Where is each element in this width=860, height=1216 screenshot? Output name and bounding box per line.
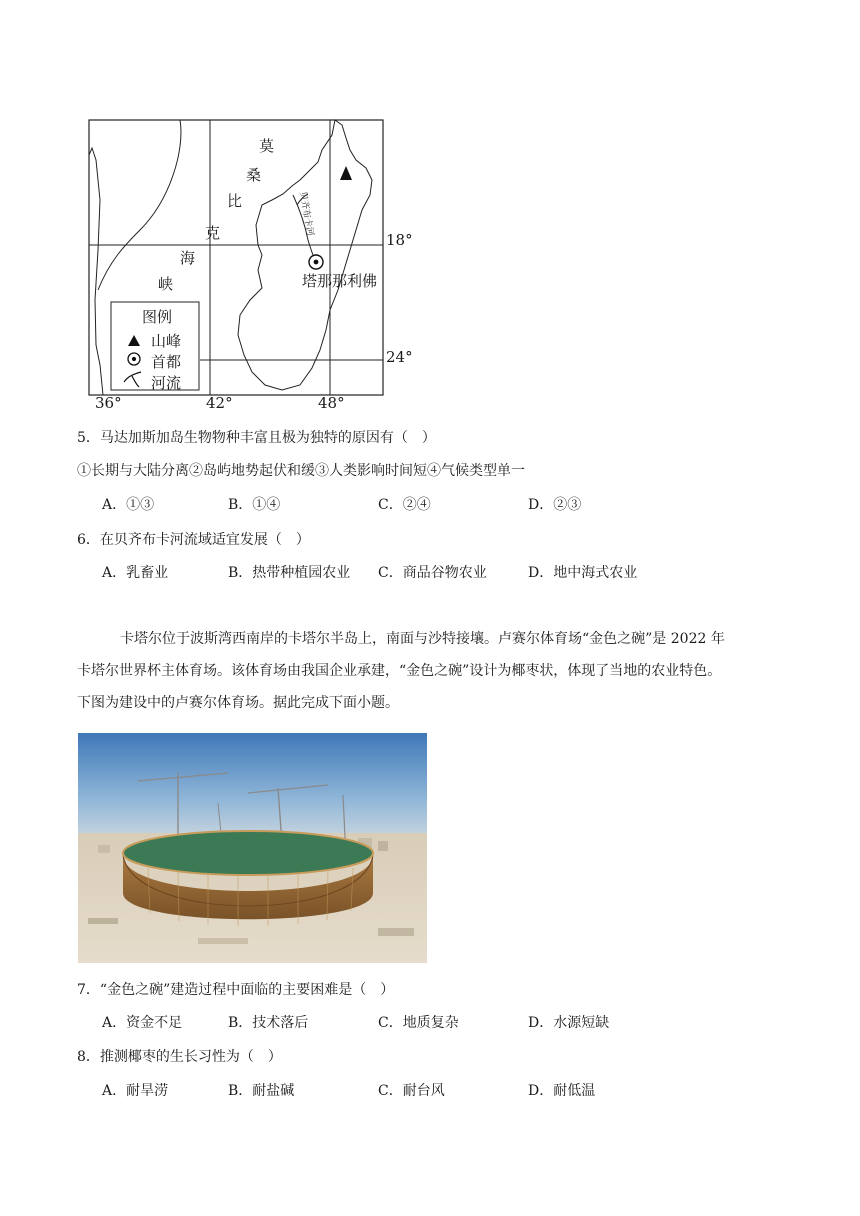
lat-label-18: 18°	[386, 231, 413, 249]
label-channel-1: 克	[205, 224, 221, 242]
label-channel-3: 峡	[158, 275, 174, 293]
lon-label-36: 36°	[95, 394, 122, 412]
question-5: 5．马达加斯加岛生物物种丰富且极为独特的原因有（ ）	[77, 430, 436, 446]
map-svg	[70, 110, 430, 410]
q5-option-a[interactable]: A．①③	[102, 497, 155, 513]
q7-option-c[interactable]: C．地质复杂	[378, 1015, 459, 1031]
river-label: 贝齐布卡河	[297, 190, 315, 237]
question-7: 7．“金色之碗”建造过程中面临的主要困难是（ ）	[77, 982, 395, 998]
lat-label-24: 24°	[386, 348, 413, 366]
q8-option-c[interactable]: C．耐台风	[378, 1083, 445, 1099]
legend-label-capital: 首都	[151, 353, 182, 371]
q5-option-d[interactable]: D．②③	[528, 497, 582, 513]
passage-line-2: 卡塔尔世界杯主体育场。该体育场由我国企业承建，“金色之碗”设计为椰枣状，体现了当地的农业特色。	[77, 663, 722, 679]
africa-coast-east	[98, 120, 181, 290]
lon-label-48: 48°	[318, 394, 345, 412]
africa-coast-west	[89, 148, 103, 395]
passage-line-1: 卡塔尔位于波斯湾西南岸的卡塔尔半岛上，南面与沙特接壤。卢赛尔体育场“金色之碗”是 2022 年	[120, 631, 725, 647]
q5-option-c[interactable]: C．②④	[378, 497, 431, 513]
madagascar-map	[70, 110, 430, 410]
q6-option-c[interactable]: C．商品谷物农业	[378, 565, 487, 581]
madagascar-outline	[238, 120, 372, 390]
legend-title: 图例	[142, 308, 173, 326]
q6-option-a[interactable]: A．乳畜业	[102, 565, 169, 581]
label-mozambique-3: 比	[227, 192, 243, 210]
question-6: 6．在贝齐布卡河流域适宜发展（ ）	[77, 532, 310, 548]
q6-option-d[interactable]: D．地中海式农业	[528, 565, 638, 581]
legend-label-river: 河流	[151, 374, 182, 392]
q8-option-d[interactable]: D．耐低温	[528, 1083, 596, 1099]
label-mozambique-1: 莫	[259, 137, 275, 155]
q7-option-b[interactable]: B．技术落后	[228, 1015, 309, 1031]
q5-option-b[interactable]: B．①④	[228, 497, 281, 513]
q8-option-a[interactable]: A．耐旱涝	[102, 1083, 169, 1099]
label-channel-2: 海	[180, 249, 196, 267]
stadium-illustration	[78, 733, 427, 963]
stadium-photo	[78, 733, 427, 963]
lon-label-42: 42°	[206, 394, 233, 412]
q7-option-d[interactable]: D．水源短缺	[528, 1015, 610, 1031]
capital-label: 塔那那利佛	[302, 272, 378, 290]
label-mozambique-2: 桑	[246, 166, 262, 184]
triangle-peak-icon	[340, 166, 352, 180]
passage-line-3: 下图为建设中的卢赛尔体育场。据此完成下面小题。	[77, 695, 399, 711]
q7-option-a[interactable]: A．资金不足	[102, 1015, 183, 1031]
legend-label-peak: 山峰	[151, 332, 182, 350]
q6-option-b[interactable]: B．热带种植园农业	[228, 565, 351, 581]
question-5-statement: ①长期与大陆分离②岛屿地势起伏和缓③人类影响时间短④气候类型单一	[77, 463, 525, 479]
question-8: 8．推测椰枣的生长习性为（ ）	[77, 1049, 282, 1065]
q8-option-b[interactable]: B．耐盐碱	[228, 1083, 295, 1099]
